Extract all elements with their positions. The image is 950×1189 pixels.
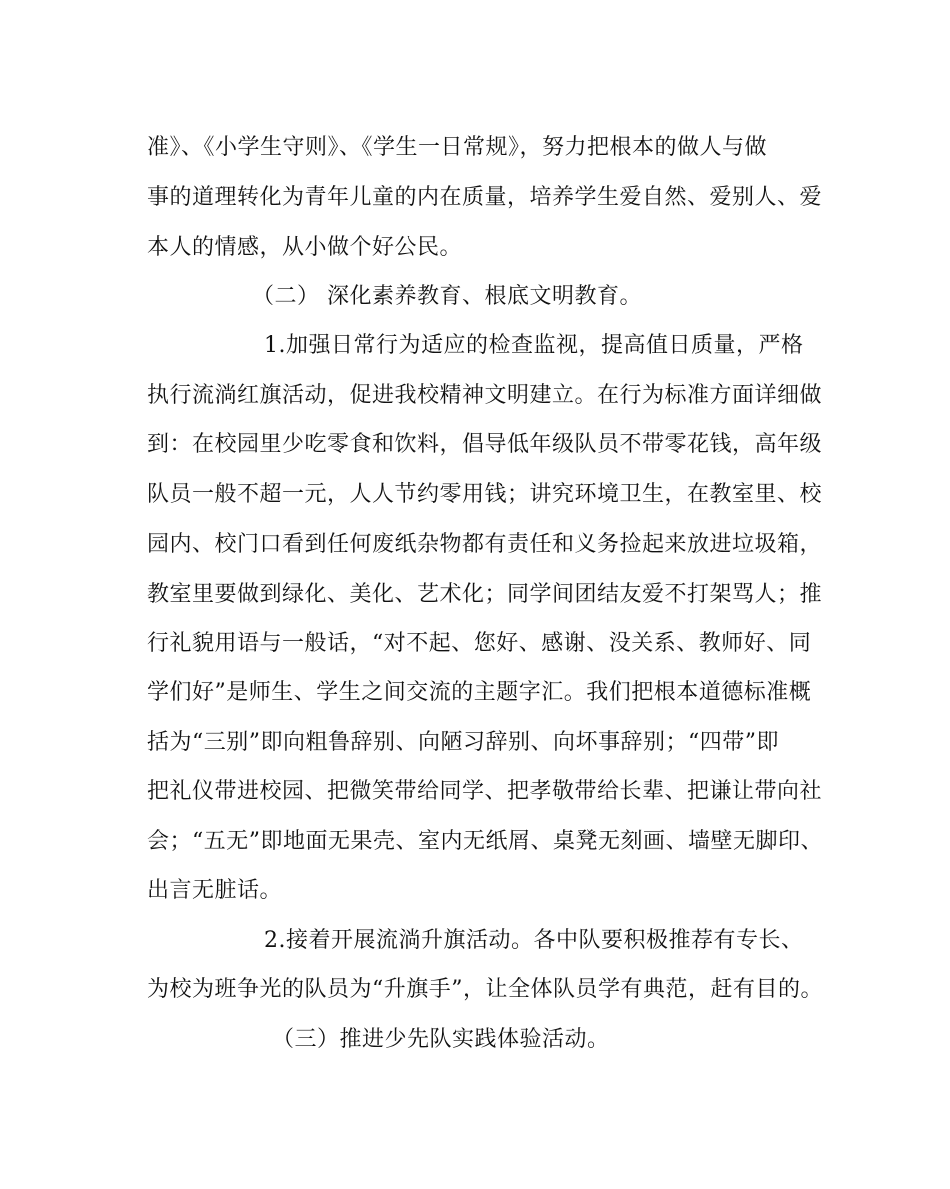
- section-heading-3: （三）推进少先队实践体验活动。: [272, 1027, 610, 1052]
- text-line-11: 行礼貌用语与一般话，“对不起、您好、感谢、没关系、教师好、同: [147, 631, 812, 656]
- text-line-12: 学们好”是师生、学生之间交流的主题字汇。我们把根本道德标准概: [147, 680, 812, 705]
- text-line-14: 把礼仪带进校园、把微笑带给同学、把孝敬带给长辈、把谦让带向社: [147, 779, 823, 804]
- text-line-5: 1.加强日常行为适应的检查监视，提高值日质量，严格: [264, 333, 804, 358]
- text-line-2: 事的道理转化为青年儿童的内在质量，培养学生爱自然、爱别人、爱: [147, 185, 823, 210]
- text-line-16: 出言无脏话。: [147, 878, 283, 903]
- text-line-15: 会；“五无”即地面无果壳、室内无纸屑、桌凳无刻画、墙壁无脚印、: [147, 829, 823, 854]
- text-line-17: 2.接着开展流淌升旗活动。各中队要积极推荐有专长、: [264, 928, 804, 953]
- text-line-18: 为校为班争光的队员为“升旗手”，让全体队员学有典范，赶有目的。: [147, 977, 823, 1002]
- section-heading-2: （二） 深化素养教育、根底文明教育。: [252, 284, 642, 309]
- text-line-3: 本人的情感，从小做个好公民。: [147, 235, 463, 260]
- text-line-10: 教室里要做到绿化、美化、艺术化；同学间团结友爱不打架骂人；推: [147, 582, 823, 607]
- text-line-8: 队员一般不超一元，人人节约零用钱；讲究环境卫生，在教室里、校: [147, 482, 823, 507]
- text-line-13: 括为“三别”即向粗鲁辞别、向陋习辞别、向坏事辞别；“四带”即: [147, 730, 779, 755]
- text-line-9: 园内、校门口看到任何废纸杂物都有责任和义务捡起来放进垃圾箱，: [147, 532, 823, 557]
- text-line-7: 到：在校园里少吃零食和饮料，倡导低年级队员不带零花钱，高年级: [147, 432, 823, 457]
- text-line-6: 执行流淌红旗活动，促进我校精神文明建立。在行为标准方面详细做: [147, 383, 823, 408]
- text-line-1: 准》、《小学生守则》、《学生一日常规》，努力把根本的做人与做: [147, 135, 768, 160]
